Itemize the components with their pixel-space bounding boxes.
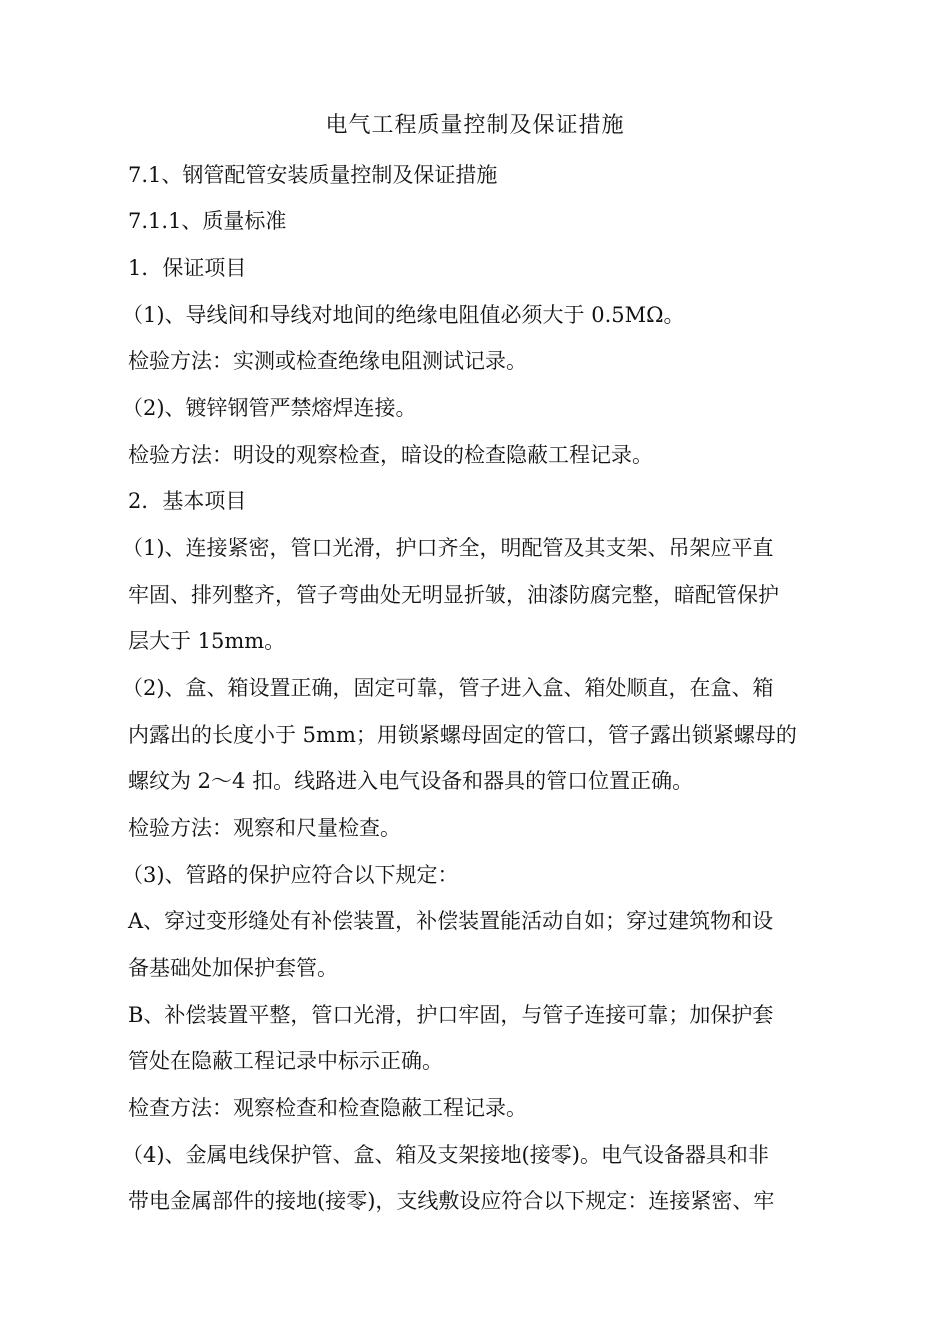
paragraph-line: B、补偿装置平整，管口光滑，护口牢固，与管子连接可靠；加保护套 [128, 1003, 774, 1027]
paragraph-line: （1)、连接紧密，管口光滑，护口齐全，明配管及其支架、吊架应平直 [122, 536, 774, 560]
paragraph-line: （3)、管路的保护应符合以下规定： [122, 863, 459, 887]
paragraph-line: 检验方法：观察和尺量检查。 [128, 816, 401, 840]
paragraph-line: 备基础处加保护套管。 [128, 956, 338, 980]
paragraph-line: （4)、金属电线保护管、盒、箱及支架接地(接零)。电气设备器具和非 [122, 1143, 769, 1167]
paragraph-line: 螺纹为 2～4 扣。线路进入电气设备和器具的管口位置正确。 [128, 769, 694, 793]
subsection-heading-basic-items: 2．基本项目 [128, 489, 247, 513]
paragraph-line: 检查方法：观察检查和检查隐蔽工程记录。 [128, 1096, 527, 1120]
paragraph-line: 检验方法：实测或检查绝缘电阻测试记录。 [128, 349, 527, 373]
paragraph-line: 内露出的长度小于 5mm；用锁紧螺母固定的管口，管子露出锁紧螺母的 [128, 723, 797, 747]
paragraph-line: 层大于 15mm。 [128, 629, 286, 653]
paragraph-line: 管处在隐蔽工程记录中标示正确。 [128, 1049, 443, 1073]
paragraph-line: （1)、导线间和导线对地间的绝缘电阻值必须大于 0.5MΩ。 [122, 303, 685, 327]
section-heading-7-1: 7.1、钢管配管安装质量控制及保证措施 [128, 163, 498, 187]
paragraph-line: （2)、盒、箱设置正确，固定可靠，管子进入盒、箱处顺直，在盒、箱 [122, 676, 774, 700]
paragraph-line: 带电金属部件的接地(接零)，支线敷设应符合以下规定：连接紧密、牢 [128, 1189, 775, 1213]
paragraph-line: （2)、镀锌钢管严禁熔焊连接。 [122, 396, 417, 420]
document-title: 电气工程质量控制及保证措施 [325, 113, 625, 138]
paragraph-line: A、穿过变形缝处有补偿装置，补偿装置能活动自如；穿过建筑物和设 [128, 909, 774, 933]
section-heading-7-1-1: 7.1.1、质量标准 [128, 209, 287, 233]
paragraph-line: 检验方法：明设的观察检查，暗设的检查隐蔽工程记录。 [128, 443, 653, 467]
paragraph-line: 牢固、排列整齐，管子弯曲处无明显折皱，油漆防腐完整，暗配管保护 [128, 583, 779, 607]
subsection-heading-guarantee-items: 1．保证项目 [128, 256, 247, 280]
